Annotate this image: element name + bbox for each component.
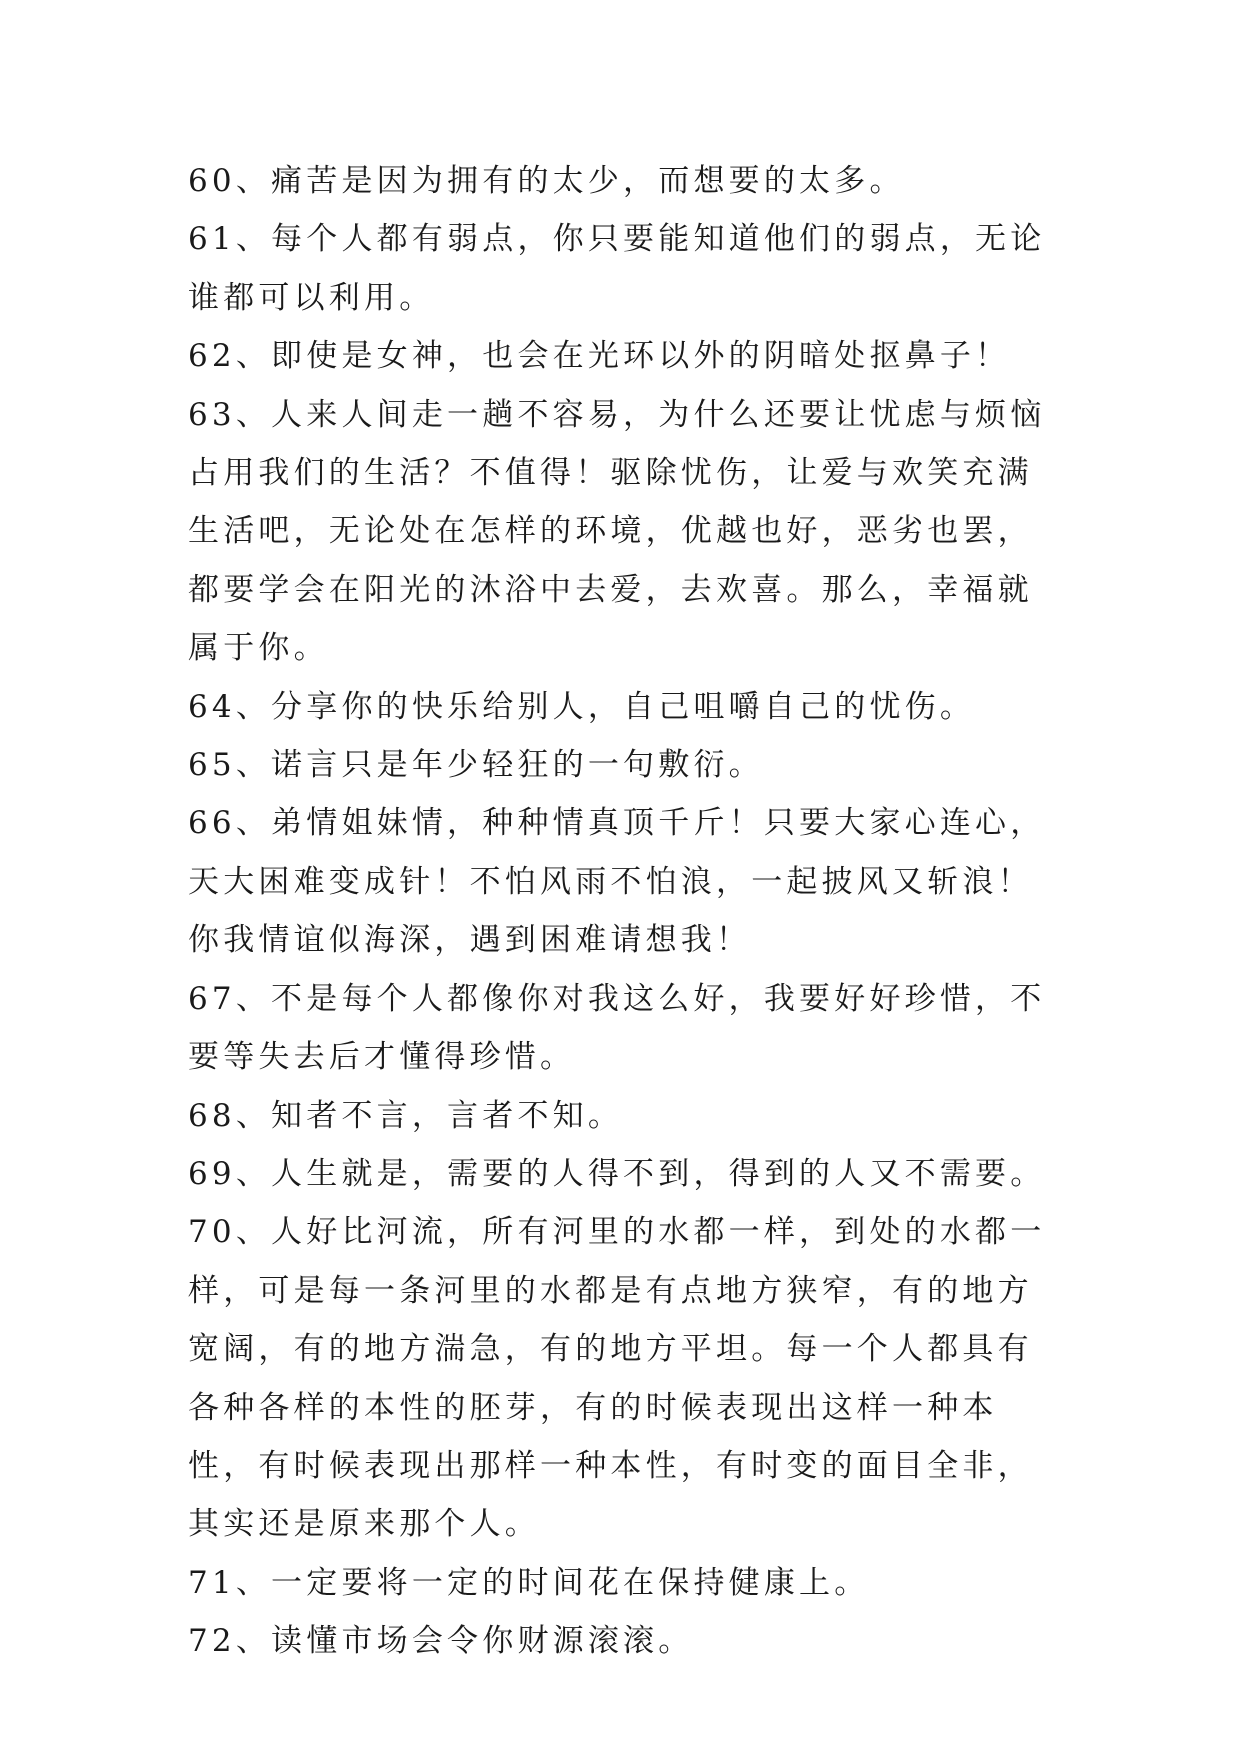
quote-entry-71: 71、一定要将一定的时间花在保持健康上。 [188,1564,870,1601]
quote-entry-65: 65、诺言只是年少轻狂的一句敷衍。 [188,747,764,784]
quote-entry-72: 72、读懂市场会令你财源滚滚。 [188,1623,694,1660]
quote-entry-61: 61、每个人都有弱点，你只要能知道他们的弱点，无论谁都可以利用。 [188,221,1046,316]
quote-entry-66: 66、弟情姐妹情，种种情真顶千斤！只要大家心连心，天大困难变成针！不怕风雨不怕浪，一起披风又斩浪！你我情谊似海深，遇到困难请想我！ [188,805,1046,959]
quote-entry-67: 67、不是每个人都像你对我这么好，我要好好珍惜，不要等失去后才懂得珍惜。 [188,980,1046,1076]
quote-entry-69: 69、人生就是，需要的人得不到，得到的人又不需要。 [188,1155,1046,1192]
quote-entry-62: 62、即使是女神，也会在光环以外的阴暗处抠鼻子！ [188,338,1011,375]
quote-entry-60: 60、痛苦是因为拥有的太少，而想要的太多。 [188,163,905,199]
quote-entry-64: 64、分享你的快乐给别人，自己咀嚼自己的忧伤。 [188,688,976,725]
quote-entry-70: 70、人好比河流，所有河里的水都一样，到处的水都一样，可是每一条河里的水都是有点地方狭窄，有的地方宽阔，有的地方湍急，有的地方平坦。每一个人都具有各种各样的本性的胚芽，有的时候表现出这样一种本性，有时候表现出那样一种本性，有时变的面目全非，其实还是原来那个人。 [188,1214,1046,1543]
quote-list [188,152,1063,1671]
quote-entry-63: 63、人来人间走一趟不容易，为什么还要让忧虑与烦恼占用我们的生活？不值得！驱除忧伤，让爱与欢笑充满生活吧，无论处在怎样的环境，优越也好，恶劣也罢，都要学会在阳光的沐浴中去爱，去欢喜。那么，幸福就属于你。 [188,396,1046,667]
quote-entry-68: 68、知者不言，言者不知。 [188,1097,624,1134]
